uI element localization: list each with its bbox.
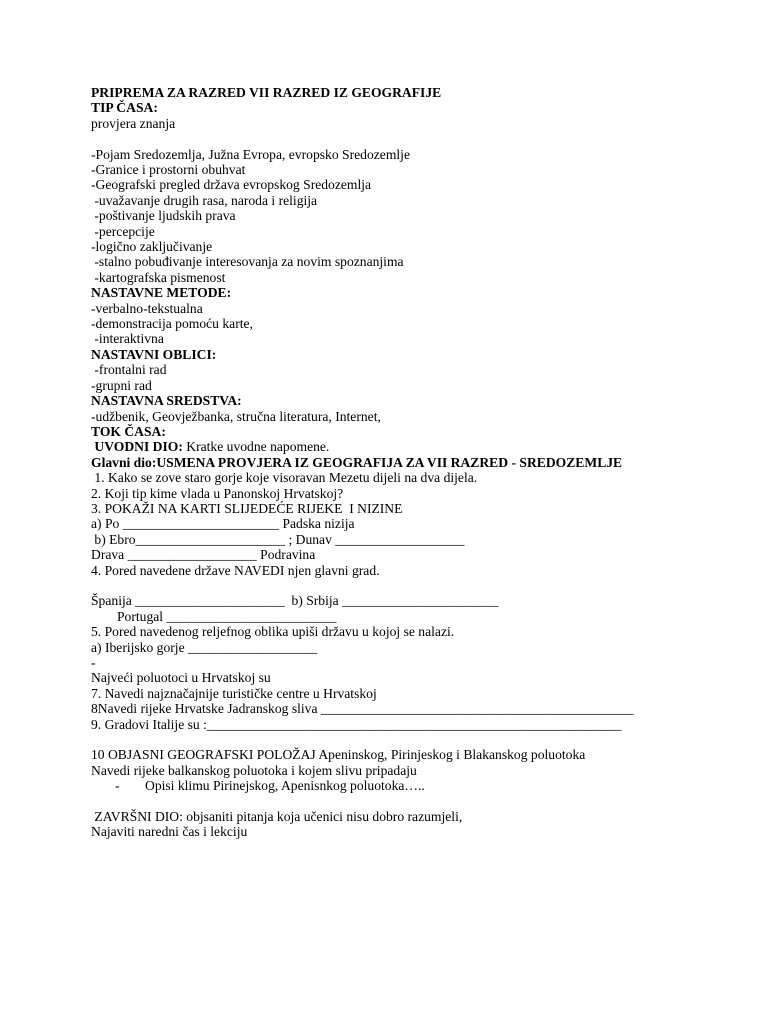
- question-line: 4. Pored navedene države NAVEDI njen glavni grad.: [91, 562, 380, 578]
- question-line: 7. Navedi najznačajnije turističke centre u Hrvatskoj: [91, 685, 377, 701]
- bullet-text: Opisi klimu Pirinejskog, Apenisnkog poluotoka…..: [145, 778, 425, 794]
- uvodni-text: Kratke uvodne napomene.: [182, 439, 330, 455]
- goal-line: -stalno pobuđivanje interesovanja za novim spoznanjima: [91, 254, 404, 270]
- question-line: Portugal _________________________: [117, 608, 337, 624]
- zavrsni-line: ZAVRŠNI DIO: objsaniti pitanja koja učenici nisu dobro razumjeli,: [91, 809, 463, 825]
- question-line: b) Ebro______________________ ; Dunav ___________________: [91, 531, 465, 547]
- question-line: 1. Kako se zove staro gorje koje visoravan Mezetu dijeli na dva dijela.: [91, 470, 478, 486]
- question-line: Drava ___________________ Podravina: [91, 547, 316, 563]
- question-line: 10 OBJASNI GEOGRAFSKI POLOŽAJ Apeninskog, Pirinjeskog i Blakanskog poluotoka: [91, 747, 586, 763]
- tip-casa-value: provjera znanja: [91, 115, 176, 131]
- spacer: [91, 131, 751, 146]
- question-line: -: [91, 655, 96, 670]
- zavrsni-line: Najaviti naredni čas i lekciju: [91, 824, 248, 840]
- goal-line: -Pojam Sredozemlja, Južna Evropa, evropsko Sredozemlje: [91, 146, 410, 162]
- goal-line: -poštivanje ljudskih prava: [91, 208, 236, 224]
- question-line: 8Navedi rijeke Hrvatske Jadranskog sliva ______________________________________________: [91, 701, 634, 717]
- goal-line: -Geografski pregled država evropskog Sredozemlja: [91, 177, 372, 193]
- question-line: 2. Koji tip kime vlada u Panonskoj Hrvatskoj?: [91, 485, 344, 501]
- glavni-heading: Glavni dio:USMENA PROVJERA IZ GEOGRAFIJA ZA VII RAZRED - SREDOZEMLJE: [91, 454, 623, 470]
- document-title: PRIPREMA ZA RAZRED VII RAZRED IZ GEOGRAFIJE: [91, 85, 442, 100]
- question-line: Španija ______________________ b) Srbija _______________________: [91, 593, 499, 609]
- spacer: [91, 578, 751, 593]
- bullet-dash: -: [115, 778, 120, 794]
- tip-casa-heading: TIP ČASA:: [91, 100, 158, 116]
- uvodni-line: [91, 439, 751, 454]
- goal-line: -kartografska pismenost: [91, 269, 226, 285]
- sredstva-heading: NASTAVNA SREDSTVA:: [91, 393, 242, 409]
- sredstva-line: -udžbenik, Geovježbanka, stručna literatura, Internet,: [91, 408, 381, 424]
- tok-heading: TOK ČASA:: [91, 423, 166, 439]
- question-line: Navedi rijeke balkanskog poluotoka i kojem slivu pripadaju: [91, 762, 417, 778]
- oblici-line: -grupni rad: [91, 377, 152, 393]
- question-line: a) Po _______________________ Padska nizija: [91, 516, 355, 532]
- document-content: [91, 85, 751, 840]
- question-line: 9. Gradovi Italije su :_____________________________________________________________: [91, 716, 622, 732]
- question-line: 3. POKAŽI NA KARTI SLIJEDEĆE RIJEKE I NIZINE: [91, 500, 403, 516]
- oblici-line: -frontalni rad: [91, 362, 167, 378]
- question-line: 5. Pored navedenog reljefnog oblika upiši državu u kojoj se nalazi.: [91, 624, 455, 640]
- metode-line: -demonstracija pomoću karte,: [91, 316, 253, 332]
- goal-line: -Granice i prostorni obuhvat: [91, 162, 246, 178]
- goal-line: -percepcije: [91, 223, 155, 239]
- oblici-heading: NASTAVNI OBLICI:: [91, 346, 217, 362]
- metode-line: -verbalno-tekstualna: [91, 300, 203, 316]
- metode-line: -interaktivna: [91, 331, 164, 347]
- question-line: a) Iberijsko gorje ___________________: [91, 639, 318, 655]
- goal-line: -logično zaključivanje: [91, 239, 213, 255]
- question-line: Najveći poluotoci u Hrvatskoj su: [91, 670, 271, 686]
- spacer: [91, 732, 751, 747]
- spacer: [91, 794, 751, 809]
- bullet-item: [91, 778, 751, 793]
- goal-line: -uvažavanje drugih rasa, naroda i religija: [91, 192, 318, 208]
- uvodni-label: UVODNI DIO:: [91, 439, 183, 455]
- metode-heading: NASTAVNE METODE:: [91, 285, 232, 301]
